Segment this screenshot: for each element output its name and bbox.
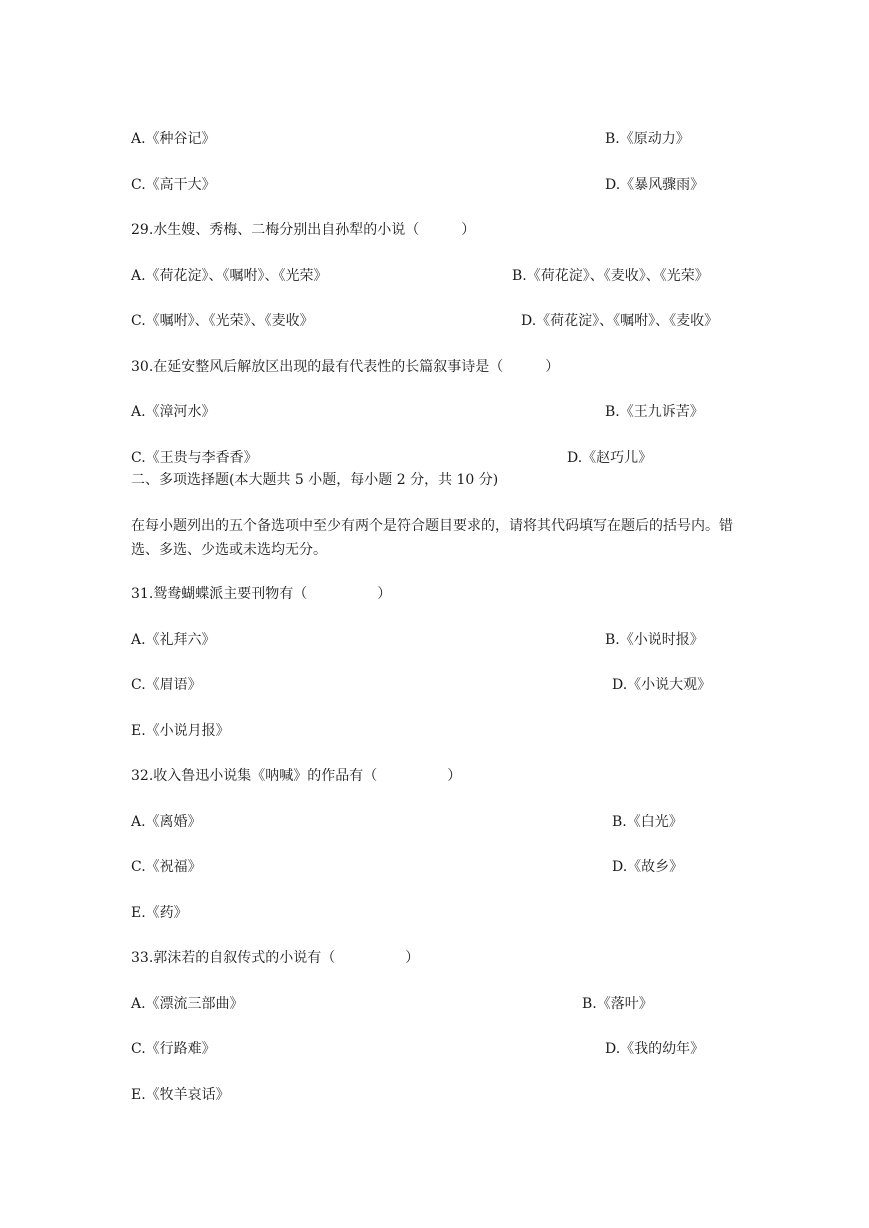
q33-option-b: B.《落叶》	[582, 996, 653, 1012]
prev-option-d: D.《暴风骤雨》	[605, 177, 705, 193]
q33-option-d: D.《我的幼年》	[605, 1041, 705, 1057]
question-30-stem: 30.在延安整风后解放区出现的最有代表性的长篇叙事诗是（ ）	[131, 359, 560, 375]
question-33-stem: 33.郭沫若的自叙传式的小说有（ ）	[131, 950, 420, 966]
q31-option-d: D.《小说大观》	[612, 677, 712, 693]
q33-option-c: C.《行路难》	[131, 1041, 216, 1057]
q32-option-d: D.《故乡》	[612, 859, 684, 875]
q33-option-a: A.《漂流三部曲》	[131, 996, 244, 1012]
q32-option-c: C.《祝福》	[131, 859, 202, 875]
q32-option-a: A.《离婚》	[131, 814, 202, 830]
q31-option-b: B.《小说时报》	[605, 632, 704, 648]
q31-option-e: E.《小说月报》	[131, 723, 230, 739]
q29-option-c: C.《嘱咐》、《光荣》、《麦收》	[131, 313, 314, 329]
q31-option-a: A.《礼拜六》	[131, 632, 216, 648]
q29-option-a: A.《荷花淀》、《嘱咐》、《光荣》	[131, 268, 328, 284]
prev-option-c: C.《高干大》	[131, 177, 216, 193]
q31-option-c: C.《眉语》	[131, 677, 202, 693]
section-instructions: 在每小题列出的五个备选项中至少有两个是符合题目要求的，请将其代码填写在题后的括号内。错选、多选、少选或未选均无分。	[131, 518, 733, 558]
prev-option-b: B.《原动力》	[605, 131, 690, 147]
q30-option-b: B.《王九诉苦》	[605, 404, 704, 420]
question-29-stem: 29.水生嫂、秀梅、二梅分别出自孙犁的小说（ ）	[131, 222, 476, 238]
q29-option-d: D.《荷花淀》、《嘱咐》、《麦收》	[521, 313, 719, 329]
q30-option-a: A.《漳河水》	[131, 404, 216, 420]
q30-option-d: D.《赵巧儿》	[567, 450, 653, 466]
q33-option-e: E.《牧羊哀话》	[131, 1087, 230, 1103]
q29-option-b: B.《荷花淀》、《麦收》、《光荣》	[512, 268, 709, 284]
q30-option-c: C.《王贵与李香香》	[131, 450, 258, 466]
q32-option-e: E.《药》	[131, 905, 188, 921]
section-heading: 二、多项选择题(本大题共 5 小题，每小题 2 分，共 10 分)	[131, 472, 499, 488]
q32-option-b: B.《白光》	[612, 814, 683, 830]
prev-option-a: A.《种谷记》	[131, 131, 216, 147]
question-31-stem: 31.鸳鸯蝴蝶派主要刊物有（ ）	[131, 586, 392, 602]
question-32-stem: 32.收入鲁迅小说集《呐喊》的作品有（ ）	[131, 768, 462, 784]
